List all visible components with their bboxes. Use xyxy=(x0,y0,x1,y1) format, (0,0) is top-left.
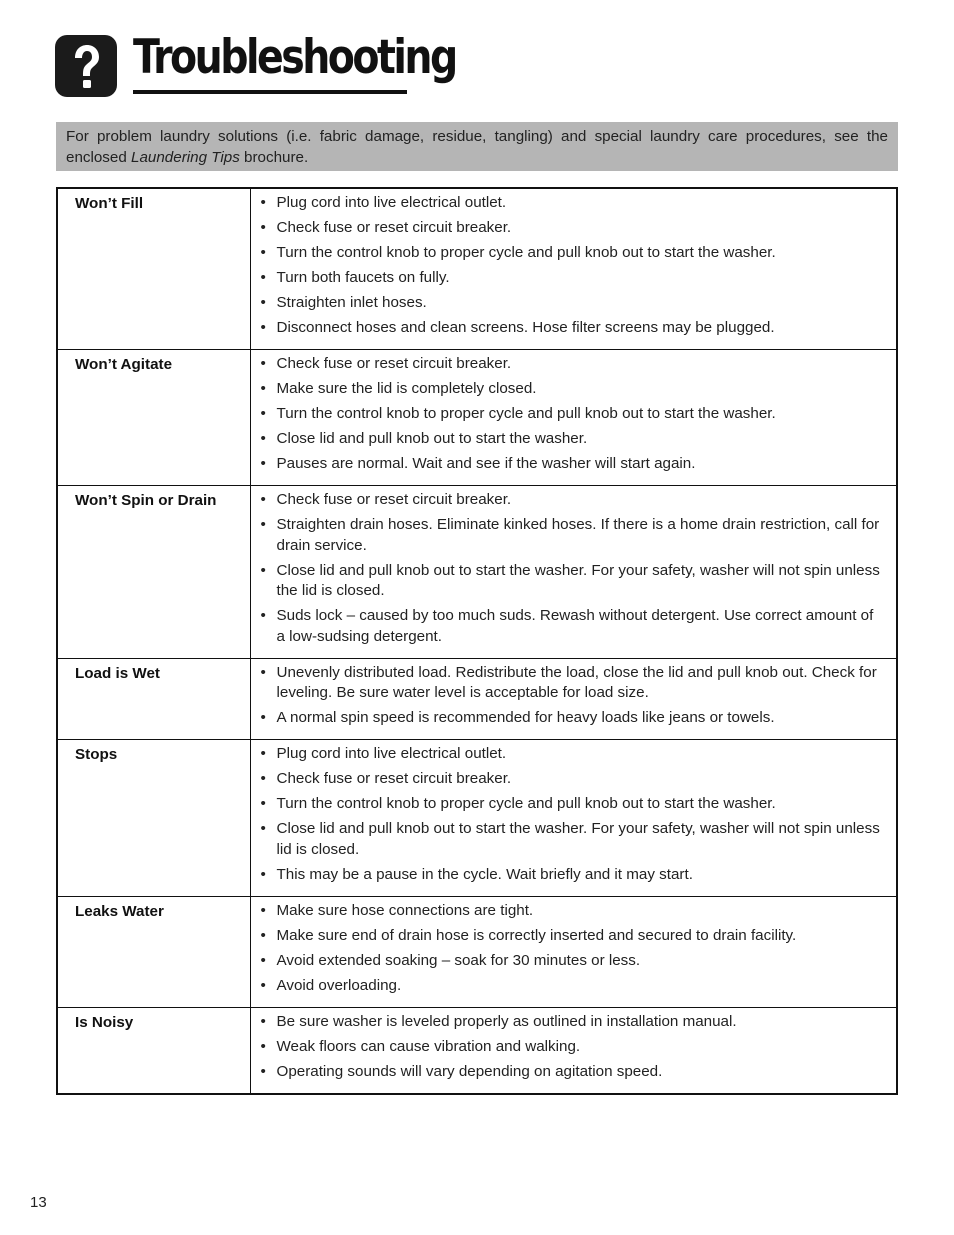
solutions-list xyxy=(260,490,885,647)
problem-label: Won’t Spin or Drain xyxy=(57,486,250,659)
solutions-cell xyxy=(250,486,897,659)
solution-item: • Operating sounds will vary depending on agitation speed. xyxy=(260,1062,885,1083)
solution-item: • Suds lock – caused by too much suds. Rewash without detergent. Use correct amount of a low-sudsing detergent. xyxy=(260,606,885,647)
problem-label: Won’t Agitate xyxy=(57,350,250,486)
solutions-list xyxy=(260,663,885,729)
brochure-name: Laundering Tips xyxy=(131,149,240,166)
troubleshooting-table xyxy=(56,187,898,1095)
solution-item: • Turn the control knob to proper cycle and pull knob out to start the washer. xyxy=(260,404,885,425)
problem-label: Won’t Fill xyxy=(57,188,250,350)
solution-item: • Close lid and pull knob out to start the washer. For your safety, washer will not spin unless lid is closed. xyxy=(260,819,885,860)
solution-item: • Straighten drain hoses. Eliminate kinked hoses. If there is a home drain restriction, call for drain service. xyxy=(260,515,885,556)
solution-item: • Turn the control knob to proper cycle and pull knob out to start the washer. xyxy=(260,794,885,815)
table-row xyxy=(57,658,897,740)
solution-item: • Close lid and pull knob out to start the washer. For your safety, washer will not spin unless the lid is closed. xyxy=(260,561,885,602)
solution-item: • Make sure the lid is completely closed. xyxy=(260,379,885,400)
page-number: 13 xyxy=(30,1194,47,1211)
solution-item: • A normal spin speed is recommended for heavy loads like jeans or towels. xyxy=(260,708,885,729)
table-row xyxy=(57,486,897,659)
problem-label: Is Noisy xyxy=(57,1007,250,1094)
problem-label: Leaks Water xyxy=(57,896,250,1007)
intro-text-end: brochure. xyxy=(239,149,309,166)
solution-item: • Disconnect hoses and clean screens. Hose filter screens may be plugged. xyxy=(260,318,885,339)
solution-item: • Check fuse or reset circuit breaker. xyxy=(260,354,885,375)
table-row xyxy=(57,896,897,1007)
solution-item: • This may be a pause in the cycle. Wait briefly and it may start. xyxy=(260,865,885,886)
solution-item: • Check fuse or reset circuit breaker. xyxy=(260,490,885,511)
intro-note xyxy=(56,122,898,171)
solution-item: • Plug cord into live electrical outlet. xyxy=(260,744,885,765)
solution-item: • Avoid overloading. xyxy=(260,976,885,997)
solutions-list xyxy=(260,744,885,885)
table-row xyxy=(57,188,897,350)
problem-label: Load is Wet xyxy=(57,658,250,740)
solutions-cell xyxy=(250,350,897,486)
solution-item: • Turn both faucets on fully. xyxy=(260,268,885,289)
solution-item: • Make sure end of drain hose is correctly inserted and secured to drain facility. xyxy=(260,926,885,947)
solution-item: • Turn the control knob to proper cycle and pull knob out to start the washer. xyxy=(260,243,885,264)
solutions-list xyxy=(260,1012,885,1083)
solutions-cell xyxy=(250,1007,897,1094)
solutions-cell xyxy=(250,188,897,350)
intro-text: For problem laundry solutions (i.e. fabric damage, residue, tangling) and special laundry care procedures, see the enclosed xyxy=(66,128,888,166)
solution-item: • Unevenly distributed load. Redistribute the load, close the lid and pull knob out. Check for leveling. Be sure water level is acceptable for load size. xyxy=(260,663,885,704)
solution-item: • Weak floors can cause vibration and walking. xyxy=(260,1037,885,1058)
solutions-list xyxy=(260,354,885,475)
problem-label: Stops xyxy=(57,740,250,897)
table-row xyxy=(57,740,897,897)
solutions-cell xyxy=(250,896,897,1007)
solution-item: • Plug cord into live electrical outlet. xyxy=(260,193,885,214)
solutions-cell xyxy=(250,740,897,897)
solution-item: • Make sure hose connections are tight. xyxy=(260,901,885,922)
question-mark-icon xyxy=(55,35,117,97)
page-title: Troubleshooting xyxy=(133,30,456,85)
solution-item: • Straighten inlet hoses. xyxy=(260,293,885,314)
title-underline xyxy=(133,90,407,94)
solutions-list xyxy=(260,193,885,339)
table-row xyxy=(57,350,897,486)
solutions-list xyxy=(260,901,885,997)
solution-item: • Pauses are normal. Wait and see if the washer will start again. xyxy=(260,454,885,475)
solution-item: • Check fuse or reset circuit breaker. xyxy=(260,218,885,239)
solution-item: • Avoid extended soaking – soak for 30 minutes or less. xyxy=(260,951,885,972)
solution-item: • Check fuse or reset circuit breaker. xyxy=(260,769,885,790)
solutions-cell xyxy=(250,658,897,740)
solution-item: • Be sure washer is leveled properly as outlined in installation manual. xyxy=(260,1012,885,1033)
table-row xyxy=(57,1007,897,1094)
solution-item: • Close lid and pull knob out to start the washer. xyxy=(260,429,885,450)
